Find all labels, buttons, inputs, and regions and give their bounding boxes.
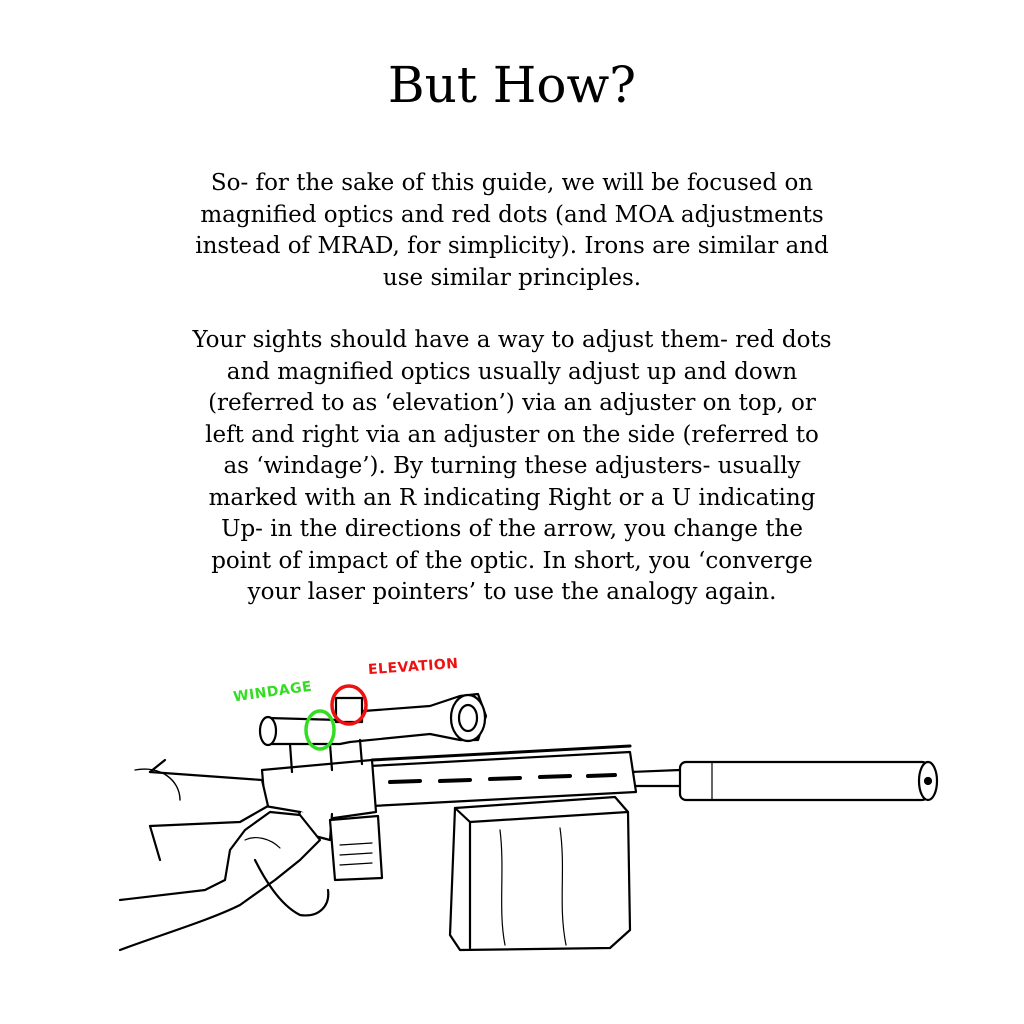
elevation-label: ELEVATION	[367, 655, 460, 679]
paragraph-line: magnified optics and red dots (and MOA adjustments	[200, 201, 824, 228]
paragraph-line: left and right via an adjuster on the side (referred to	[205, 421, 819, 448]
paragraph-line: Up- in the directions of the arrow, you change the	[221, 516, 803, 542]
paragraph-line: So- for the sake of this guide, we will be focused on	[210, 170, 814, 196]
paragraph-line: point of impact of the optic. In short, you ‘converge	[211, 547, 813, 574]
paragraph-adjusters	[112, 325, 912, 609]
handguard-drawing	[370, 746, 636, 806]
paragraph-line: as ‘windage’). By turning these adjusters- usually	[223, 453, 801, 479]
page-title: But How?	[387, 56, 637, 114]
paragraph-line: and magnified optics usually adjust up and down	[226, 358, 798, 385]
paragraph-line: instead of MRAD, for simplicity). Irons are similar and	[195, 233, 829, 259]
sandbag-drawing	[450, 797, 630, 950]
paragraph-line: (referred to as ‘elevation’) via an adjuster on top, or	[208, 390, 816, 416]
paragraph-line: your laser pointers’ to use the analogy again.	[247, 579, 777, 605]
paragraph-line: Your sights should have a way to adjust them- red dots	[192, 327, 832, 353]
suppressor-drawing	[630, 762, 937, 800]
paragraph-line: use similar principles.	[382, 264, 642, 291]
windage-label: WINDAGE	[232, 678, 314, 706]
paragraph-intro	[112, 168, 912, 294]
paragraph-line: marked with an R indicating Right or a U indicating	[208, 484, 816, 511]
